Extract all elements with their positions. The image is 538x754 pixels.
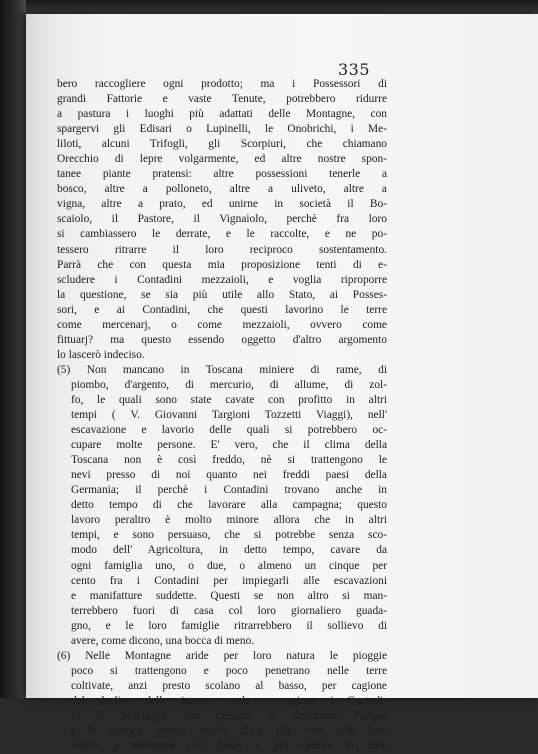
text-line: cupare molte persone. E' vero, che il clima della [71, 439, 387, 452]
text-line: fo, le quali sono state cavate con profitto in altri [71, 393, 387, 406]
text-line: tessero ritrarre il loro reciproco sostentamento. [57, 243, 387, 256]
text-line: poco si trattengono e poco penetrano nelle terre [71, 664, 387, 677]
text-line: Parrà che con questa mia proposizione tenti di e- [57, 258, 387, 271]
text-line: coltivate, anzi presto scolano al basso, per cagione [71, 679, 387, 692]
text-line: Toscana non è così freddo, nè si trattengono le [71, 454, 387, 467]
text-line: escavazione e lavorio delle quali si potrebbero oc- [71, 424, 387, 437]
text-line: la questione, se sia più utile allo Stato, ai Posses- [57, 288, 387, 301]
text-line: cento fra i Contadini per impiegarli alle escavazioni [71, 574, 387, 587]
text-line: lavoro peraltro è molto minore allora che in altri [71, 514, 387, 527]
text-line: del declive delle istesse: onde a ragione i Contadi- [71, 694, 387, 707]
text-line: e le pioggie quiete; perciò dissi, che sarà utile trat- [71, 725, 387, 738]
text-line: fittuarj? ma questo essendo oggetto d'altro argomento [57, 333, 387, 346]
text-line: (5) Non mancano in Toscana miniere di rame, di [57, 363, 387, 376]
text-line: spargervi gli Edisari o Lupinelli, le Onobrichi, i Me- [57, 123, 387, 136]
text-line: tempi, e sono persuaso, che si potrebbe senza sco- [71, 529, 387, 542]
text-line: scaiolo, il Pastore, il Vignaiolo, perchè fra loro [57, 213, 387, 226]
text-line: liloti, alcuni Trifogli, gli Scorpiuri, che chiamano [57, 138, 387, 151]
text-line: piombo, d'argento, di mercurio, di allume, di zol- [71, 378, 387, 391]
text-line: bero raccogliere ogni prodotto; ma i Possessori di [57, 78, 387, 90]
text-line: ogni famiglia uno, o due, o almeno un cinque per [71, 559, 387, 572]
text-line: ni di Montagna non cessano di desiderare l'acqua [71, 709, 387, 722]
text-line: sori, e ai Contadini, che questi lavorino le terre [57, 303, 387, 316]
text-line: come mercenarj, o come mezzaioli, ovvero come [57, 318, 387, 331]
text-line: tempi ( V. Giovanni Targioni Tozzetti Viaggi), nell' [71, 409, 387, 422]
text-line: modo dell' Agricoltura, in detto tempo, cavare da [71, 544, 387, 557]
text-line: lo lascerò indeciso. [57, 348, 145, 361]
text-line: a pastura i luoghi più adattati delle Montagne, con [57, 108, 387, 121]
scan-border-left [0, 0, 26, 698]
text-line: detto tempo di che lavorare alla campagna; questo [71, 499, 387, 512]
text-line: Orecchio di lepre volgarmente, ed altre nostre spon- [57, 153, 387, 166]
text-line: e manifatture suddette. Questi se non altro si man- [71, 589, 387, 602]
text-line: scludere i Contadini mezzaioli, e voglia riproporre [57, 273, 387, 286]
text-line: si cambiassero le derrate, e le raccolte, e ne po- [57, 228, 387, 241]
text-line: avere, come dicono, una bocca di meno. [71, 634, 255, 647]
text-line: Germania; il perchè i Contadini trovano anche in [71, 484, 387, 497]
text-line: tenere, e minorare con l'arte, e per quanto si può, [71, 740, 387, 753]
page-body-text [57, 77, 387, 754]
text-line: terrebbero fuori di casa col loro giornaliero guada- [71, 604, 387, 617]
text-line: nevi presso di noi quanto nei freddi paesi della [71, 469, 387, 482]
text-line: (6) Nelle Montagne aride per loro natura le pioggie [57, 649, 387, 662]
text-line: bosco, altre a polloneto, altre a uliveto, altre a [57, 183, 387, 196]
text-line: tanee piante pratensi: altre possessioni tenerle a [57, 168, 387, 181]
text-line: vigna, altre a prato, ed unirne in società il Bo- [57, 198, 387, 211]
page-number: 335 [338, 60, 371, 79]
text-line: gno, e le loro famiglie ritrarrebbero il sollievo di [71, 619, 387, 632]
text-line: grandi Fattorie e vaste Tenute, potrebbero ridurre [57, 93, 387, 106]
